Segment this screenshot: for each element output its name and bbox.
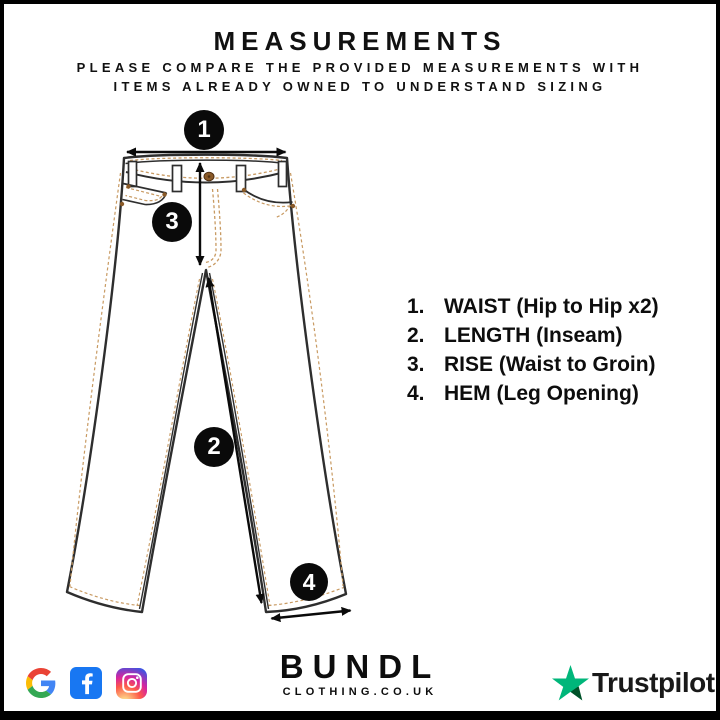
legend-item-waist	[407, 292, 659, 321]
brand-name: BUNDL	[279, 648, 441, 685]
trustpilot-star-icon	[552, 665, 589, 701]
legend-number: 4.	[407, 382, 425, 405]
legend-label: LENGTH (Inseam)	[444, 324, 623, 347]
marker-2-length: 2	[194, 427, 234, 467]
marker-1-waist: 1	[184, 110, 224, 150]
trustpilot-wordmark: Trustpilot	[592, 667, 715, 698]
subtitle-line-2: ITEMS ALREADY OWNED TO UNDERSTAND SIZING	[113, 79, 607, 94]
legend-label: WAIST (Hip to Hip x2)	[444, 295, 659, 318]
legend-number: 3.	[407, 353, 425, 376]
legend-number: 1.	[407, 295, 425, 318]
measurement-legend	[407, 292, 659, 408]
legend-item-rise	[407, 350, 659, 379]
page-title: MEASUREMENTS	[213, 26, 507, 56]
marker-3-rise: 3	[152, 202, 192, 242]
subtitle-line-1: PLEASE COMPARE THE PROVIDED MEASUREMENTS WITH	[76, 60, 644, 75]
brand-domain: CLOTHING.CO.UK	[282, 686, 438, 698]
legend-label: RISE (Waist to Groin)	[444, 353, 656, 376]
jeans-button	[204, 172, 214, 181]
legend-label: HEM (Leg Opening)	[444, 382, 639, 405]
jeans-line-drawing	[59, 109, 399, 629]
jeans-silhouette	[67, 155, 346, 612]
marker-4-hem: 4	[290, 563, 328, 601]
trustpilot-logo	[552, 665, 715, 701]
legend-item-length	[407, 321, 659, 350]
legend-item-hem	[407, 379, 659, 408]
legend-number: 2.	[407, 324, 425, 347]
jeans-measurement-diagram	[59, 109, 399, 629]
